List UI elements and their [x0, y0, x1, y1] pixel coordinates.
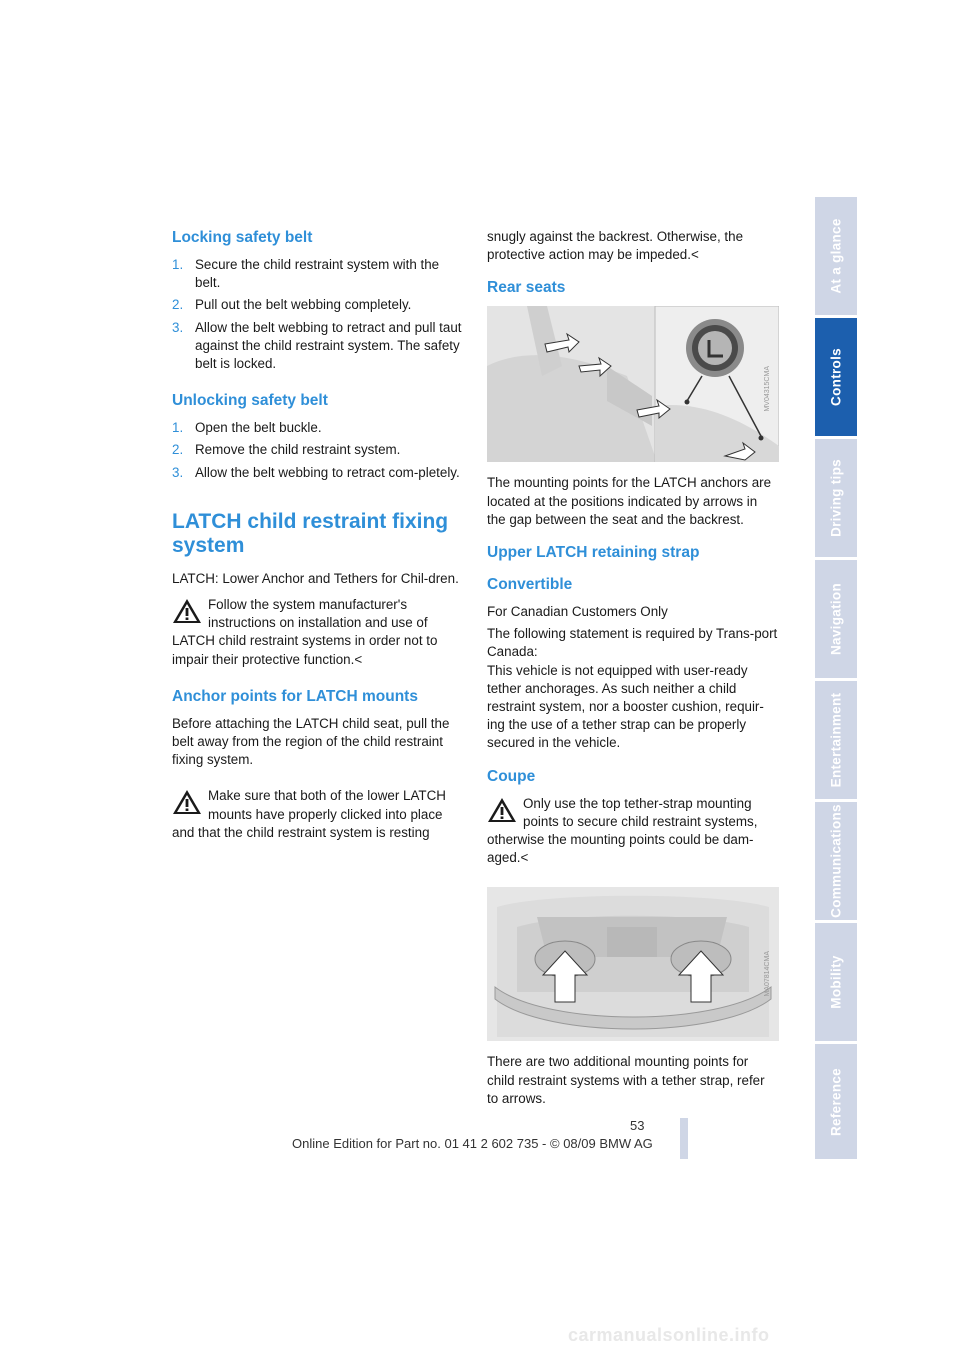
- rear-seats-illustration: [487, 306, 779, 462]
- list-item: [172, 319, 464, 374]
- tab-mobility[interactable]: [815, 923, 857, 1041]
- coupe-warning: [487, 795, 779, 868]
- rear-seats-image: [487, 306, 779, 462]
- unlocking-steps: [172, 419, 464, 482]
- image-code: MA07814CMA: [763, 951, 771, 997]
- tab-label: Navigation: [828, 582, 844, 656]
- step-number: 3.: [172, 319, 184, 335]
- tab-label: At a glance: [828, 218, 844, 294]
- step-number: 2.: [172, 442, 184, 458]
- tab-label: Mobility: [828, 955, 844, 1009]
- warning-text: Only use the top tether-strap mounting points to secure child restraint systems, otherwise the mounting points could be dam-aged.<: [487, 795, 758, 866]
- page-marker: [680, 1118, 688, 1159]
- coupe-heading: Coupe: [487, 767, 536, 785]
- anchor-warning: [172, 787, 464, 842]
- coupe-illustration: [487, 887, 779, 1041]
- locking-steps: [172, 256, 464, 373]
- step-text: Open the belt buckle.: [195, 420, 322, 436]
- tab-driving-tips[interactable]: [815, 439, 857, 557]
- step-number: 1.: [172, 257, 184, 272]
- continued-text: snugly against the backrest. Otherwise, the protective action may be impeded.<: [487, 229, 744, 263]
- step-number: 2.: [172, 297, 184, 313]
- unlocking-heading: Unlocking safety belt: [172, 392, 328, 410]
- step-number: 1.: [172, 420, 184, 436]
- right-column: [487, 228, 779, 1112]
- latch-heading: LATCH child restraint fixing system: [172, 509, 449, 557]
- convertible-text-3: This vehicle is not equipped with user-ready tether anchorages. As such neither a child restraint system, nor a booster cushion, requir-ing the use of a tether strap can be properly secured in the vehicle.: [487, 662, 764, 751]
- latch-warning: [172, 596, 464, 669]
- warning-text: Make sure that both of the lower LATCH mounts have properly clicked into place and that the child restraint system is resting: [172, 788, 446, 840]
- tab-at-a-glance[interactable]: [815, 197, 857, 315]
- step-number: 3.: [172, 464, 184, 480]
- rear-seats-caption: The mounting points for the LATCH anchors are located at the positions indicated by arrows in the gap between the seat and the backrest.: [487, 475, 772, 527]
- list-item: [172, 441, 464, 459]
- coupe-image: [487, 887, 779, 1041]
- anchor-heading: Anchor points for LATCH mounts: [172, 687, 418, 705]
- tab-label: Communications: [828, 804, 844, 918]
- tab-label: Reference: [828, 1067, 844, 1136]
- warning-icon: [172, 789, 202, 815]
- convertible-text-2: The following statement is required by Trans-port Canada:: [487, 626, 778, 660]
- step-text: Allow the belt webbing to retract com-pletely.: [195, 464, 460, 480]
- step-text: Allow the belt webbing to retract and pull taut against the child restraint system. The safety belt is locked.: [195, 319, 462, 372]
- tab-entertainment[interactable]: [815, 681, 857, 799]
- anchor-text: Before attaching the LATCH child seat, pull the belt away from the region of the child restraint fixing system.: [172, 715, 450, 768]
- step-text: Secure the child restraint system with the belt.: [195, 257, 440, 291]
- rear-seats-heading: Rear seats: [487, 279, 566, 297]
- image-code: MV04315CMA: [763, 366, 771, 412]
- list-item: [172, 296, 464, 314]
- section-sidebar: [815, 197, 857, 1159]
- upper-latch-heading: Upper LATCH retaining strap: [487, 544, 700, 562]
- tab-communications[interactable]: [815, 802, 857, 920]
- warning-icon: [487, 797, 517, 823]
- footer-text: Online Edition for Part no. 01 41 2 602 735 - © 08/09 BMW AG: [292, 1136, 653, 1151]
- convertible-text-1: For Canadian Customers Only: [487, 604, 668, 620]
- tab-label: Driving tips: [828, 459, 844, 537]
- tab-navigation[interactable]: [815, 560, 857, 678]
- coupe-caption: There are two additional mounting points for child restraint systems with a tether strap, refer to arrows.: [487, 1054, 765, 1106]
- warning-icon: [172, 598, 202, 624]
- tab-label: Entertainment: [828, 692, 844, 788]
- list-item: [172, 256, 464, 292]
- locking-heading: Locking safety belt: [172, 229, 313, 246]
- list-item: [172, 419, 464, 437]
- watermark: carmanualsonline.info: [568, 1325, 770, 1345]
- page-number: 53: [630, 1118, 645, 1133]
- latch-intro: LATCH: Lower Anchor and Tethers for Chil-dren.: [172, 570, 459, 586]
- warning-text: Follow the system manufacturer's instructions on installation and use of LATCH child restraint systems in order not to impair their protective function.<: [172, 597, 438, 667]
- left-column: [172, 228, 464, 846]
- step-text: Remove the child restraint system.: [195, 442, 401, 458]
- list-item: [172, 464, 464, 482]
- tab-label: Controls: [828, 348, 844, 406]
- tab-controls[interactable]: [815, 318, 857, 436]
- convertible-heading: Convertible: [487, 576, 573, 594]
- tab-reference[interactable]: [815, 1044, 857, 1159]
- step-text: Pull out the belt webbing completely.: [195, 297, 412, 313]
